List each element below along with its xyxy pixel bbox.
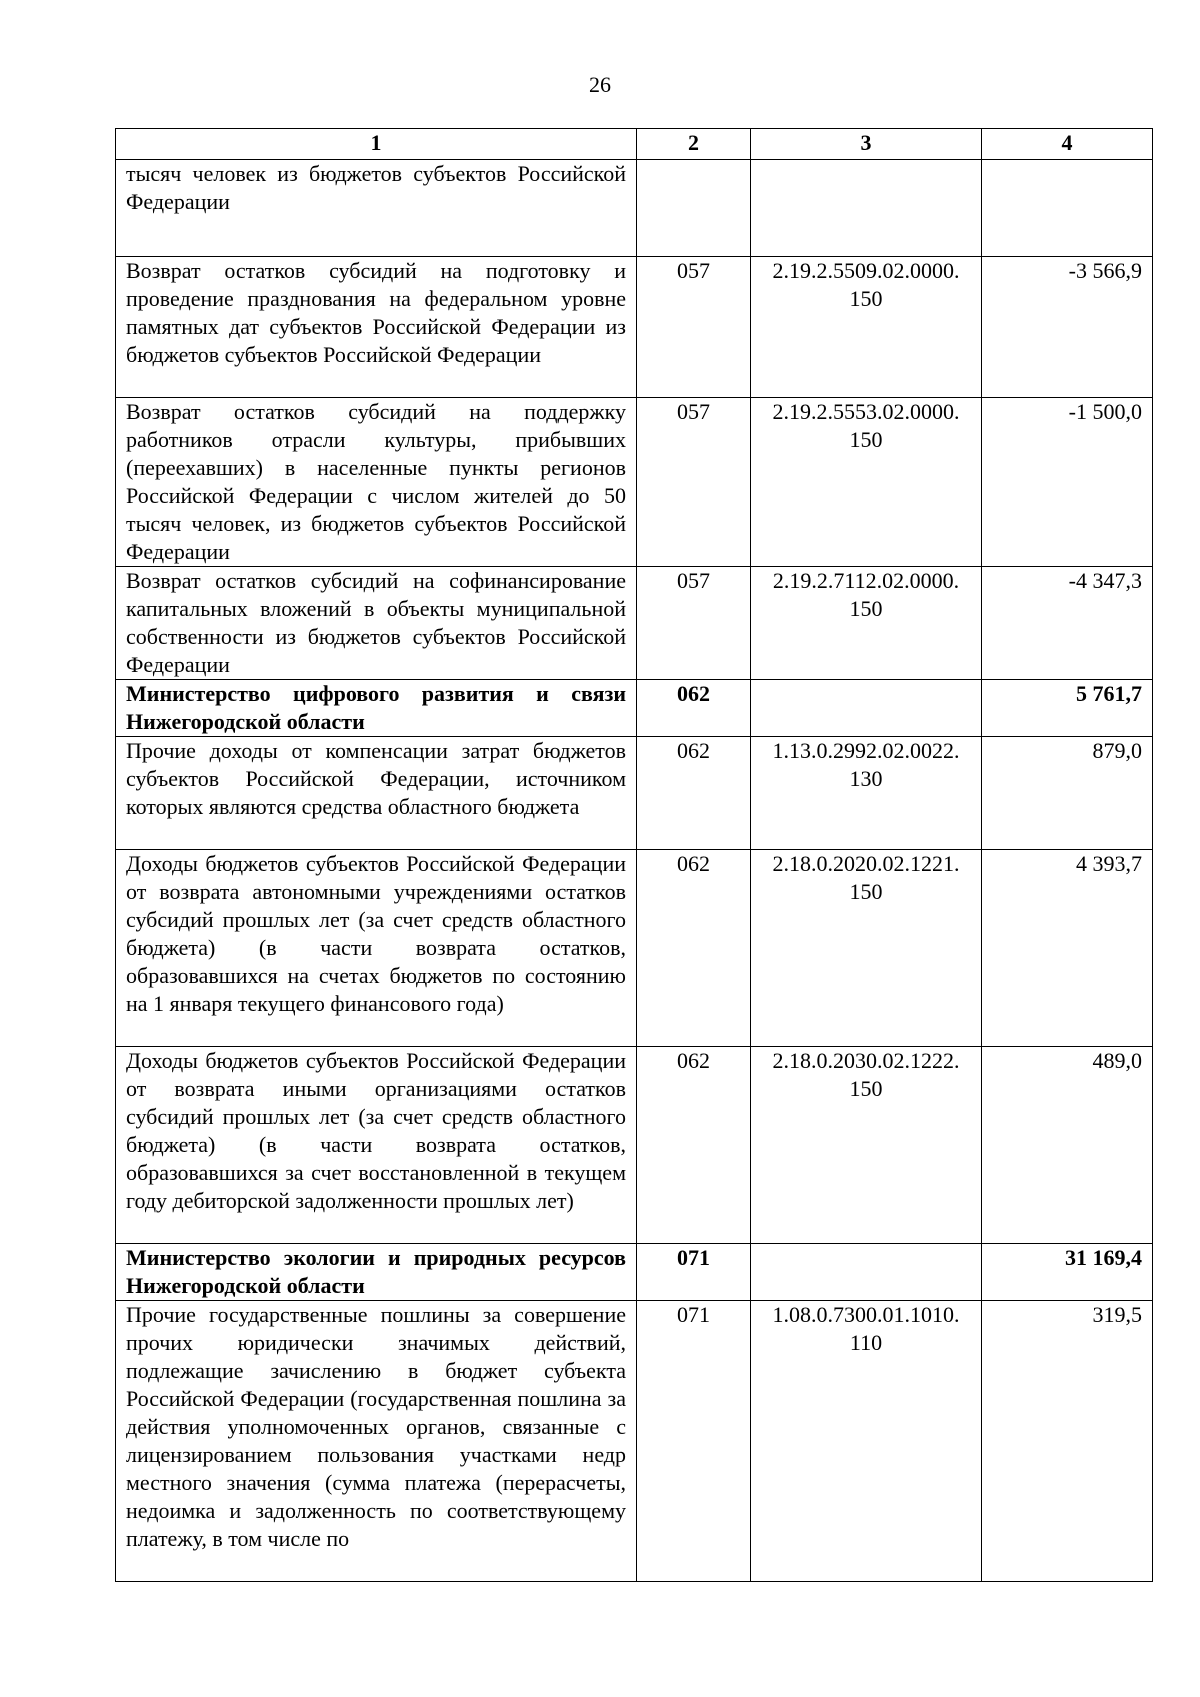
row-name: Доходы бюджетов субъектов Российской Федерации от возврата автономными учреждениями остатков субсидий прошлых лет (за счет средств областного бюджета) (в части возврата остатков, образовавшихся на счетах бюджетов по состоянию на 1 января текущего финансового года) — [116, 850, 637, 1047]
row-admin-code: 057 — [637, 257, 751, 398]
table-row — [116, 398, 1153, 567]
row-name: Доходы бюджетов субъектов Российской Федерации от возврата иными организациями остатков субсидий прошлых лет (за счет средств областного бюджета) (в части возврата остатков, образовавшихся за счет восстановленной в текущем году дебиторской задолженности прошлых лет) — [116, 1047, 637, 1244]
row-budget-code: 1.13.0.2992.02.0022. 130 — [751, 737, 982, 850]
row-amount: -3 566,9 — [982, 257, 1153, 398]
row-amount: -1 500,0 — [982, 398, 1153, 567]
row-name: Возврат остатков субсидий на подготовку и проведение празднования на федеральном уровне памятных дат субъектов Российской Федерации из бюджетов субъектов Российской Федерации — [116, 257, 637, 398]
row-admin-code: 057 — [637, 398, 751, 567]
column-header-2: 2 — [637, 129, 751, 160]
column-header-4: 4 — [982, 129, 1153, 160]
table-row — [116, 850, 1153, 1047]
row-admin-code: 071 — [637, 1301, 751, 1582]
column-header-3: 3 — [751, 129, 982, 160]
row-name: Прочие доходы от компенсации затрат бюджетов субъектов Российской Федерации, источником которых являются средства областного бюджета — [116, 737, 637, 850]
row-name: Возврат остатков субсидий на софинансирование капитальных вложений в объекты муниципальной собственности из бюджетов субъектов Российской Федерации — [116, 567, 637, 680]
row-budget-code — [751, 160, 982, 257]
row-admin-code: 057 — [637, 567, 751, 680]
row-admin-code: 062 — [637, 850, 751, 1047]
row-budget-code: 2.18.0.2020.02.1221. 150 — [751, 850, 982, 1047]
row-admin-code: 062 — [637, 1047, 751, 1244]
department-total: 31 169,4 — [982, 1244, 1153, 1301]
row-budget-code: 2.19.2.5509.02.0000. 150 — [751, 257, 982, 398]
department-total: 5 761,7 — [982, 680, 1153, 737]
row-budget-code — [751, 680, 982, 737]
table-row — [116, 1301, 1153, 1582]
table-row — [116, 737, 1153, 850]
row-budget-code: 1.08.0.7300.01.1010. 110 — [751, 1301, 982, 1582]
row-name: тысяч человек из бюджетов субъектов Российской Федерации — [116, 160, 637, 257]
department-code: 062 — [637, 680, 751, 737]
row-admin-code — [637, 160, 751, 257]
row-amount: 879,0 — [982, 737, 1153, 850]
row-admin-code: 062 — [637, 737, 751, 850]
row-name: Прочие государственные пошлины за совершение прочих юридически значимых действий, подлежащие зачислению в бюджет субъекта Российской Федерации (государственная пошлина за действия уполномоченных органов, связанные с лицензированием пользования участками недр местного значения (сумма платежа (перерасчеты, недоимка и задолженность по соответствующему платежу, в том числе по — [116, 1301, 637, 1582]
row-amount: -4 347,3 — [982, 567, 1153, 680]
table-row — [116, 160, 1153, 257]
row-name: Возврат остатков субсидий на поддержку работников отрасли культуры, прибывших (переехавших) в населенные пункты регионов Российской Федерации с числом жителей до 50 тысяч человек, из бюджетов субъектов Российской Федерации — [116, 398, 637, 567]
row-budget-code: 2.18.0.2030.02.1222. 150 — [751, 1047, 982, 1244]
table-header-row — [116, 129, 1153, 160]
page-number: 26 — [589, 72, 611, 97]
row-budget-code: 2.19.2.5553.02.0000. 150 — [751, 398, 982, 567]
row-amount: 319,5 — [982, 1301, 1153, 1582]
row-amount: 4 393,7 — [982, 850, 1153, 1047]
department-name: Министерство экологии и природных ресурсов Нижегородской области — [116, 1244, 637, 1301]
row-budget-code — [751, 1244, 982, 1301]
row-amount: 489,0 — [982, 1047, 1153, 1244]
department-name: Министерство цифрового развития и связи Нижегородской области — [116, 680, 637, 737]
table-row — [116, 257, 1153, 398]
revenue-table — [115, 128, 1153, 1582]
row-amount — [982, 160, 1153, 257]
department-row — [116, 1244, 1153, 1301]
row-budget-code: 2.19.2.7112.02.0000. 150 — [751, 567, 982, 680]
department-row — [116, 680, 1153, 737]
table-row — [116, 567, 1153, 680]
table-row — [116, 1047, 1153, 1244]
department-code: 071 — [637, 1244, 751, 1301]
column-header-1: 1 — [116, 129, 637, 160]
